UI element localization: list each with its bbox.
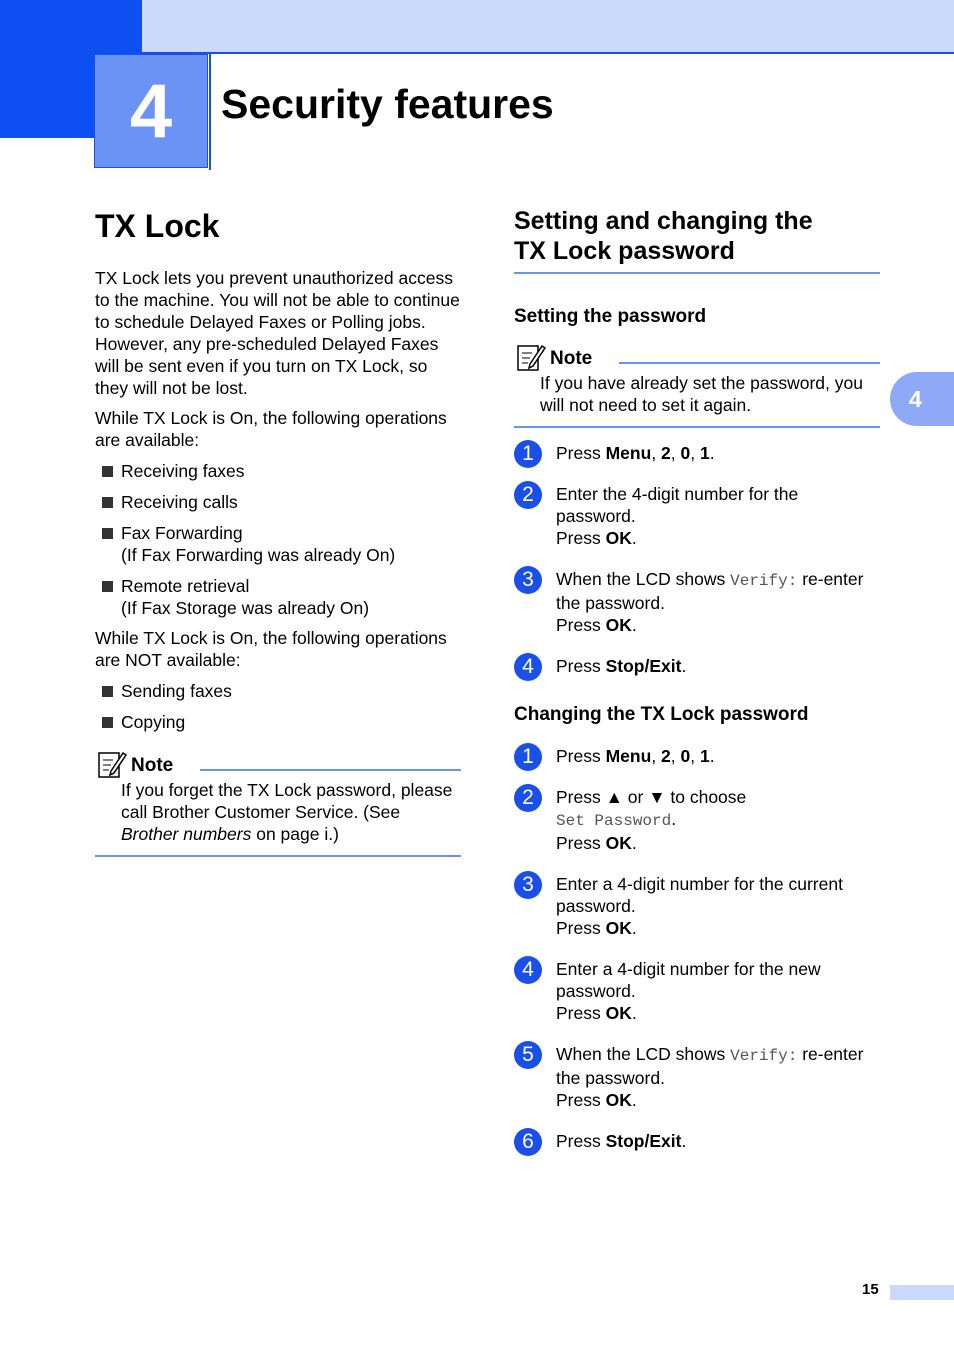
note-text: If you have already set the password, you will not need to set it again. xyxy=(540,373,863,415)
step-number-icon: 5 xyxy=(514,1041,542,1069)
step-item: 5 When the LCD shows Verify: re-enter the password. Press OK. xyxy=(514,1043,880,1111)
unavailable-list xyxy=(95,680,461,733)
note-label: Note xyxy=(131,755,174,776)
step-item: 2 Enter the 4-digit number for the password. Press OK. xyxy=(514,483,880,549)
page-number: 15 xyxy=(862,1281,879,1298)
list-item: Copying xyxy=(95,711,461,733)
step-item: 1 Press Menu, 2, 0, 1. xyxy=(514,442,880,464)
step-item: 1 Press Menu, 2, 0, 1. xyxy=(514,745,880,767)
step-number-icon: 4 xyxy=(514,956,542,984)
bullet-icon xyxy=(102,466,113,477)
subheading-setting-password: Setting the password xyxy=(514,306,707,327)
bullet-icon xyxy=(102,717,113,728)
side-chapter-tab: 4 xyxy=(890,372,954,426)
bullet-icon xyxy=(102,497,113,508)
step-number-icon: 2 xyxy=(514,784,542,812)
bullet-icon xyxy=(102,581,113,592)
note-pencil-icon xyxy=(97,749,127,779)
setting-steps xyxy=(514,442,880,677)
right-column xyxy=(514,206,880,1152)
step-number-icon: 4 xyxy=(514,653,542,681)
changing-steps xyxy=(514,745,880,1152)
step-item: 3 Enter a 4-digit number for the current password. Press OK. xyxy=(514,873,880,939)
step-number-icon: 3 xyxy=(514,566,542,594)
note-box-already-set xyxy=(514,342,880,428)
header-band xyxy=(142,0,954,54)
list-item: Sending faxes xyxy=(95,680,461,702)
list-item: Receiving faxes xyxy=(95,460,461,482)
intro-paragraph: TX Lock lets you prevent unauthorized access to the machine. You will not be able to continue to schedule Delayed Faxes or Polling jobs. However, any pre-scheduled Delayed Faxes will be sent even if you turn on TX Lock, so they will not be lost. xyxy=(95,268,460,398)
chapter-number: 4 xyxy=(94,54,208,168)
list-item: Fax Forwarding (If Fax Forwarding was already On) xyxy=(95,522,461,566)
left-column xyxy=(95,206,461,857)
step-number-icon: 2 xyxy=(514,481,542,509)
step-item: 2 Press ▲ or ▼ to choose Set Password. Press OK. xyxy=(514,786,880,854)
note-box-forgot-password xyxy=(95,749,461,857)
section-heading-setting-changing: Setting and changing the TX Lock password xyxy=(514,206,880,274)
note-label: Note xyxy=(550,348,593,369)
page-number-bar xyxy=(890,1285,954,1300)
note-text: If you forget the TX Lock password, please call Brother Customer Service. (See Brother numbers on page i.) xyxy=(121,780,453,844)
note-rule xyxy=(200,769,461,771)
unavailable-intro: While TX Lock is On, the following operations are NOT available: xyxy=(95,628,447,670)
bullet-icon xyxy=(102,528,113,539)
list-item: Receiving calls xyxy=(95,491,461,513)
note-pencil-icon xyxy=(516,342,546,372)
step-number-icon: 6 xyxy=(514,1128,542,1156)
step-number-icon: 3 xyxy=(514,871,542,899)
chapter-title: Security features xyxy=(221,81,554,127)
available-intro: While TX Lock is On, the following operations are available: xyxy=(95,408,447,450)
step-item: 3 When the LCD shows Verify: re-enter the password. Press OK. xyxy=(514,568,880,636)
chapter-divider xyxy=(209,54,211,170)
subheading-changing-password: Changing the TX Lock password xyxy=(514,704,809,725)
section-heading-tx-lock: TX Lock xyxy=(95,208,220,244)
available-list xyxy=(95,460,461,619)
list-item: Remote retrieval (If Fax Storage was already On) xyxy=(95,575,461,619)
step-number-icon: 1 xyxy=(514,743,542,771)
step-number-icon: 1 xyxy=(514,440,542,468)
bullet-icon xyxy=(102,686,113,697)
step-item: 6 Press Stop/Exit. xyxy=(514,1130,880,1152)
step-item: 4 Press Stop/Exit. xyxy=(514,655,880,677)
note-rule xyxy=(619,362,880,364)
step-item: 4 Enter a 4-digit number for the new password. Press OK. xyxy=(514,958,880,1024)
